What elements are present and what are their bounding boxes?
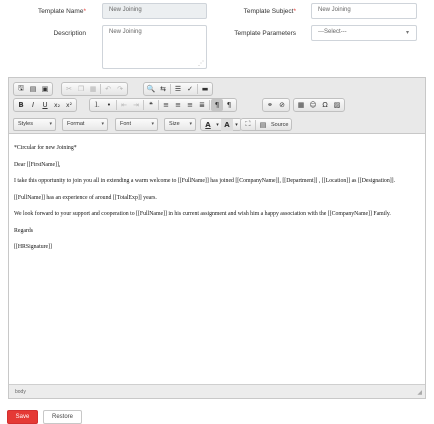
chevron-down-icon[interactable]: ▾ [235,121,238,128]
new-page-icon[interactable]: ▤ [29,85,37,93]
content-closing: Regards [14,227,33,234]
align-center-icon[interactable]: ≡ [175,101,181,109]
toolbar-separator [116,100,117,110]
chevron-down-icon[interactable]: ▾ [216,121,219,128]
toolbar-separator [197,84,198,94]
chevron-down-icon: ▾ [189,121,192,127]
chevron-down-icon: ▾ [405,30,409,36]
toolbar-separator [170,84,171,94]
toolbar-group-colors [200,118,242,131]
paste-icon[interactable]: ▦ [89,85,97,93]
find-icon[interactable]: 🔍 [146,85,156,93]
content-paragraph-1: I take this opportunity to join you all in extending a warm welcome to [[FullName]] has joined [[CompanyName]], [[Department]] , [[Location]] as [[Designation]]. [14,178,396,184]
bg-color-icon[interactable]: A [221,119,233,131]
blockquote-icon[interactable]: ❝ [149,101,153,109]
rich-text-editor[interactable] [8,77,426,399]
toolbar-group-tools [240,118,292,131]
template-subject-input[interactable] [311,3,417,19]
required-mark: * [83,8,86,15]
replace-icon[interactable]: ⇆ [160,85,166,93]
outdent-icon[interactable]: ⇤ [121,101,127,109]
special-char-icon[interactable]: Ω [322,101,328,109]
toolbar-separator [143,100,144,110]
smiley-icon[interactable]: ☺ [309,101,317,109]
editor-toolbar [9,78,425,134]
template-name-label-text: Template Name [37,8,84,15]
maximize-icon[interactable]: ⛶ [245,120,251,128]
content-paragraph-3: We look forward to your support and cooperation to [[FullName]] in his current assignment and wish him a happy association with the [[CompanyName]] Family. [14,211,391,217]
resize-handle-icon[interactable]: ⋰ [198,61,204,67]
superscript-icon[interactable]: x² [66,101,72,109]
bold-icon[interactable]: B [18,101,24,109]
toolbar-group-paragraph [89,98,237,112]
save-button[interactable]: Save [7,410,38,424]
toolbar-group-document [13,82,53,96]
toolbar-separator [158,100,159,110]
image-icon[interactable]: ▨ [333,101,341,109]
underline-icon[interactable]: U [42,101,48,109]
styles-label: Styles [18,121,33,127]
align-left-icon[interactable]: ≡ [163,101,169,109]
ltr-icon[interactable]: ¶ [211,99,223,111]
content-paragraph-2: [[FullName]] has an experience of around [[TotalExp]] years. [14,194,157,201]
cut-icon[interactable]: ✂ [66,85,72,93]
rtl-icon[interactable]: ¶ [226,101,232,109]
toolbar-separator [100,84,101,94]
undo-icon[interactable]: ↶ [105,85,111,93]
editor-statusbar [9,384,425,398]
template-subject-label-text: Template Subject [243,8,294,15]
toolbar-group-insert [293,98,345,112]
align-right-icon[interactable]: ≡ [187,101,193,109]
template-name-value: New Joining [109,7,142,13]
toolbar-group-basicstyles [13,98,77,112]
size-label: Size [169,121,180,127]
justify-icon[interactable]: ≣ [199,101,205,109]
template-parameters-select[interactable] [311,25,417,41]
font-combo[interactable] [115,118,158,131]
indent-icon[interactable]: ⇥ [133,101,139,109]
select-all-icon[interactable]: ☰ [174,85,182,93]
chevron-down-icon: ▾ [151,121,154,127]
content-greeting: Dear [[FirstName]], [14,161,61,168]
text-color-icon[interactable]: A [205,120,211,129]
copy-icon[interactable]: ❐ [77,85,85,93]
toolbar-separator [255,120,256,130]
description-textarea[interactable] [102,25,207,69]
save-icon[interactable]: 🖫 [18,83,24,92]
font-label: Font [120,121,132,127]
toolbar-group-editing [143,82,213,96]
toolbar-separator [209,100,210,110]
italic-icon[interactable]: I [31,101,35,109]
source-button[interactable]: Source [271,121,289,128]
remove-format-icon[interactable]: ▬ [201,85,209,93]
required-mark: * [293,8,296,15]
redo-icon[interactable]: ↷ [117,85,123,93]
restore-button[interactable]: Restore [43,410,82,424]
template-parameters-value: ---Select--- [318,29,347,35]
format-label: Format [67,121,85,127]
content-heading: *Circular for new Joining* [14,145,77,151]
template-subject-value: New Joining [318,7,351,13]
toolbar-group-clipboard [61,82,128,96]
template-subject-label [226,8,296,15]
editor-content[interactable] [14,144,419,260]
preview-icon[interactable]: ▣ [41,85,49,93]
spellcheck-icon[interactable]: ✓ [187,85,193,93]
chevron-down-icon: ▾ [101,121,104,127]
element-path[interactable]: body [15,389,26,395]
link-icon[interactable]: ⚭ [267,101,273,109]
source-icon[interactable]: ▤ [259,120,267,129]
description-value: New Joining [109,29,142,35]
template-name-label [20,8,86,15]
editor-resize-icon[interactable]: ◢ [417,390,422,396]
table-icon[interactable]: ▦ [297,101,305,109]
chevron-down-icon: ▾ [49,121,52,127]
subscript-icon[interactable]: x₂ [54,101,60,109]
toolbar-group-links [262,98,290,112]
content-signature: [[HRSignature]] [14,244,52,250]
unlink-icon[interactable]: ⊘ [279,101,285,109]
format-combo[interactable] [62,118,108,131]
size-combo[interactable] [164,118,196,131]
styles-combo[interactable] [13,118,56,131]
template-name-input[interactable] [102,3,207,19]
numbered-list-icon[interactable]: ⒈ [93,101,101,109]
description-label: Description [53,30,86,37]
template-parameters-label: Template Parameters [234,30,296,37]
bulleted-list-icon[interactable]: • [106,101,112,109]
